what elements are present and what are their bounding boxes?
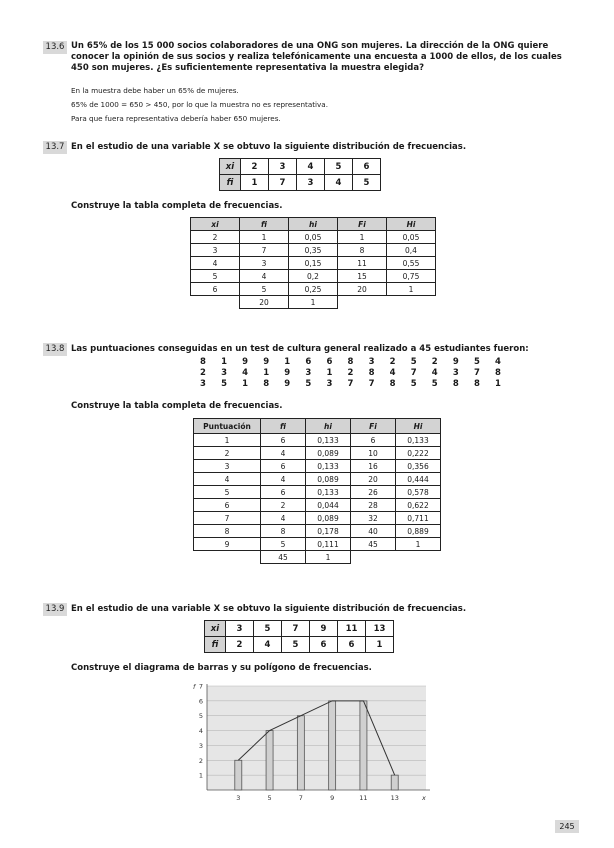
exercise-number: 13.6 — [43, 41, 67, 54]
frequency-table: xi fi hi Fi Hi 2 1 0,05 1 0,05 3 7 0,35 8 0,4 4 3 0,15 11 0,55 5 4 0,2 15 0,75 6 5 0,25 20 1 20 1 — [190, 217, 436, 309]
exercise-statement: Las puntuaciones conseguidas en un test de cultura general realizado a 45 estudiantes fueron: — [71, 344, 529, 354]
exercise-statement: Un 65% de los 15 000 socios colaboradores de una ONG son mujeres. La dirección de la ONG quiere conocer la opinión de sus socios y realiza telefónicamente una encuesta a 1000 de ellos, de los cuales 450 son mujeres. ¿Es suficientemente representativa la muestra elegida? — [71, 41, 562, 73]
page-number: 245 — [555, 820, 579, 833]
table-row: 5 4 0,2 15 0,75 — [191, 270, 436, 283]
table-row: 4 3 0,15 11 0,55 — [191, 257, 436, 270]
y-tick-label: 3 — [198, 741, 203, 750]
table-row: 7 4 0,089 32 0,711 — [194, 512, 441, 525]
x-tick-label: 9 — [330, 794, 335, 802]
x-tick-label: 7 — [298, 794, 303, 802]
x-tick-label: 13 — [390, 794, 399, 802]
header-fi: fi — [220, 175, 241, 191]
exercise-number: 13.9 — [43, 603, 67, 616]
table-row: 5 6 0,133 26 0,578 — [194, 486, 441, 499]
y-tick-label: 5 — [198, 712, 203, 721]
bar — [297, 716, 304, 790]
table-row: 6 2 0,044 28 0,622 — [194, 499, 441, 512]
exercise-statement: En el estudio de una variable X se obtuvo la siguiente distribución de frecuencias. — [71, 142, 467, 152]
table-row: 3 7 0,35 8 0,4 — [191, 244, 436, 257]
y-tick-label: 4 — [198, 727, 203, 736]
table-row: 9 5 0,111 45 1 — [194, 538, 441, 551]
y-axis-label: f — [193, 683, 196, 691]
totals-row: 45 1 — [194, 551, 441, 564]
table-row: 6 5 0,25 20 1 — [191, 283, 436, 296]
x-tick-label: 3 — [236, 794, 241, 802]
bar — [391, 775, 398, 790]
instruction: Construye la tabla completa de frecuencias. — [71, 401, 283, 411]
distribution-table: xi 3 5 7 9 11 13 fi 2 4 5 6 6 1 — [204, 620, 394, 653]
y-tick-label: 2 — [198, 756, 203, 765]
bar — [235, 760, 242, 790]
table-row: 1 6 0,133 6 0,133 — [194, 434, 441, 447]
header-xi: xi — [220, 159, 241, 175]
x-axis-label: x — [422, 794, 426, 802]
bar — [266, 731, 273, 790]
y-tick-label: 7 — [198, 682, 203, 691]
bar — [360, 701, 367, 790]
exercise-number: 13.8 — [43, 343, 67, 356]
y-tick-label: 6 — [198, 697, 203, 706]
bar — [329, 701, 336, 790]
table-row: 2 4 0,089 10 0,222 — [194, 447, 441, 460]
answer-text: En la muestra debe haber un 65% de mujeres. 65% de 1000 = 650 > 450, por lo que la muestra no es representativa. Para que fuera representativa debería haber 650 mujeres. — [71, 86, 328, 123]
exercise-number: 13.7 — [43, 141, 67, 154]
x-tick-label: 5 — [267, 794, 272, 802]
instruction: Construye la tabla completa de frecuencias. — [71, 201, 283, 211]
table-row: 4 4 0,089 20 0,444 — [194, 473, 441, 486]
scores-list: 8 1 9 9 1 6 6 8 3 2 5 2 9 5 4 2 3 4 1 9 3 1 2 8 4 7 4 3 7 8 3 5 1 8 9 5 3 7 7 8 5 5 8 8 1 — [200, 357, 508, 389]
totals-row: 20 1 — [191, 296, 436, 309]
table-row: 8 8 0,178 40 0,889 — [194, 525, 441, 538]
x-tick-label: 11 — [359, 794, 368, 802]
table-row: 3 6 0,133 16 0,356 — [194, 460, 441, 473]
table-row: 2 1 0,05 1 0,05 — [191, 231, 436, 244]
instruction: Construye el diagrama de barras y su polígono de frecuencias. — [71, 663, 372, 673]
y-tick-label: 1 — [198, 771, 203, 780]
distribution-table: xi 2 3 4 5 6 fi 1 7 3 4 5 — [219, 158, 381, 191]
exercise-statement: En el estudio de una variable X se obtuvo la siguiente distribución de frecuencias. — [71, 604, 467, 614]
frequency-table: Puntuación fi hi Fi Hi 1 6 0,133 6 0,133 2 4 0,089 10 0,222 3 6 0,133 16 0,356 4 4 0,089 20 0,444 5 6 0,133 26 0,578 6 2 0,044 28 0,622 7 4 0,089 32 0,711 8 8 0,178 40 0,889 9 5 0,111 45 1 45 1 — [193, 418, 441, 564]
